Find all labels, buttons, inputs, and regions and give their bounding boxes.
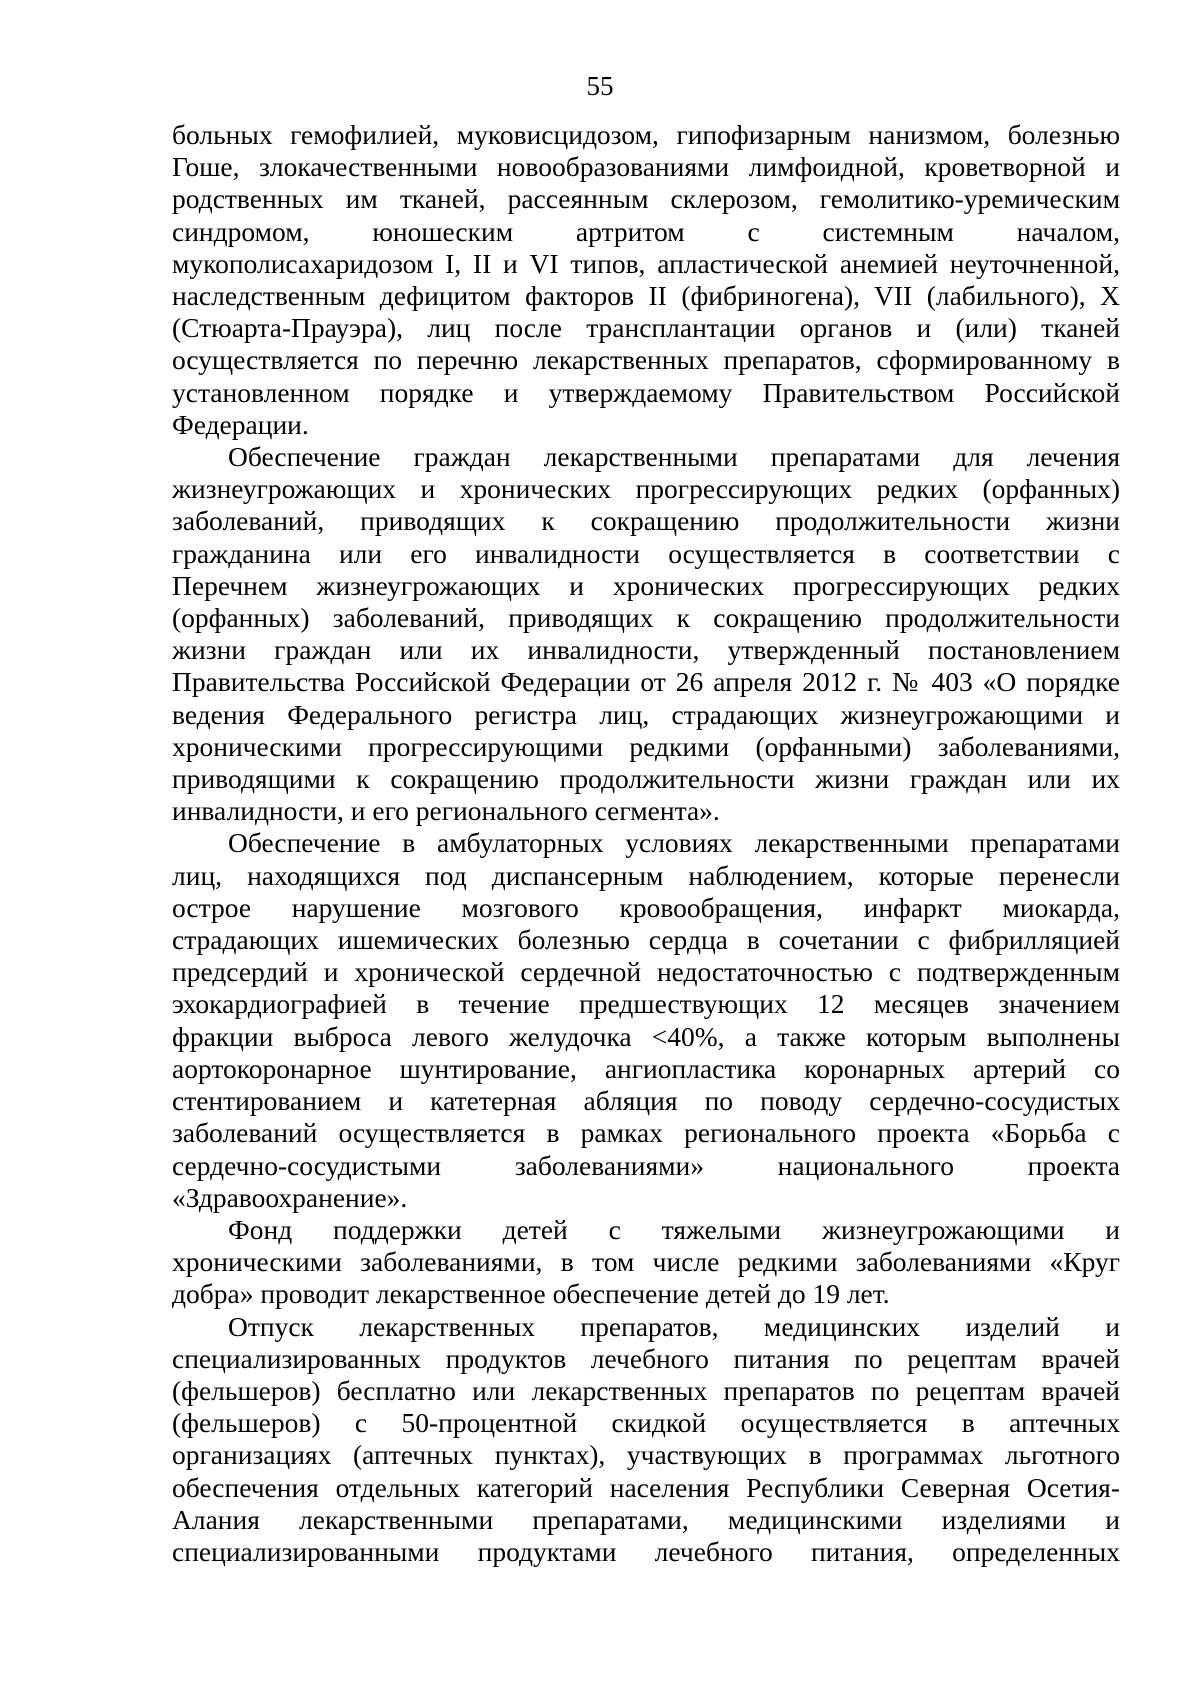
text-line: сердечно-сосудистыми заболеваниями» национального проекта: [172, 1149, 1120, 1181]
paragraph: [172, 441, 1120, 827]
text-line: больных гемофилией, муковисцидозом, гипофизарным нанизмом, болезнью: [172, 119, 1120, 150]
text-line: организациях (аптечных пунктах), участвующих в программах льготного: [172, 1439, 1120, 1471]
paragraph: [172, 1214, 1120, 1311]
text-line: (фельшеров) бесплатно или лекарственных препаратов по рецептам врачей: [172, 1374, 1120, 1406]
text-line: заболеваний осуществляется в рамках регионального проекта «Борьба с: [172, 1117, 1120, 1149]
text-line: приводящими к сокращению продолжительности жизни граждан или их: [172, 763, 1120, 795]
text-line: фракции выброса левого желудочка <40%, а также которым выполнены: [172, 1020, 1120, 1052]
text-line: наследственным дефицитом факторов II (фибриногена), VII (лабильного), X: [172, 280, 1120, 312]
text-line: специализированных продуктов лечебного питания по рецептам врачей: [172, 1342, 1120, 1374]
text-line: родственных им тканей, рассеянным склерозом, гемолитико-уремическим: [172, 183, 1120, 215]
text-line: страдающих ишемических болезнью сердца в сочетании с фибрилляцией: [172, 924, 1120, 956]
text-line: (фельшеров) с 50-процентной скидкой осуществляется в аптечных: [172, 1407, 1120, 1439]
text-line: Федерации.: [172, 408, 309, 440]
text-line: Отпуск лекарственных препаратов, медицинских изделий и: [228, 1310, 1120, 1342]
paragraph: [172, 1311, 1120, 1569]
text-line: Алания лекарственными препаратами, медицинскими изделиями и: [172, 1503, 1120, 1535]
text-line: Фонд поддержки детей с тяжелыми жизнеугрожающими и: [228, 1213, 1120, 1245]
text-line: предсердий и хронической сердечной недостаточностью с подтвержденным: [172, 956, 1120, 988]
text-line: синдромом, юношеским артритом с системным началом,: [172, 215, 1120, 247]
text-line: мукополисахаридозом I, II и VI типов, апластической анемией неуточненной,: [172, 247, 1120, 279]
text-line: осуществляется по перечню лекарственных препаратов, сформированному в: [172, 344, 1120, 376]
text-line: аортокоронарное шунтирование, ангиопластика коронарных артерий со: [172, 1052, 1120, 1084]
text-line: стентированием и катетерная абляция по поводу сердечно-сосудистых: [172, 1085, 1120, 1117]
paragraph: [172, 827, 1120, 1213]
text-line: специализированными продуктами лечебного питания, определенных: [172, 1535, 1120, 1567]
text-line: Правительства Российской Федерации от 26 апреля 2012 г. № 403 «О порядке: [172, 666, 1120, 698]
text-line: Обеспечение в амбулаторных условиях лекарственными препаратами: [228, 827, 1120, 859]
text-line: (орфанных) заболеваний, приводящих к сокращению продолжительности: [172, 602, 1120, 634]
text-line: жизни граждан или их инвалидности, утвержденный постановлением: [172, 634, 1120, 666]
text-line: заболеваний, приводящих к сокращению продолжительности жизни: [172, 505, 1120, 537]
text-line: лиц, находящихся под диспансерным наблюдением, которые перенесли: [172, 859, 1120, 891]
paragraph: [172, 119, 1120, 441]
text-line: Обеспечение граждан лекарственными препаратами для лечения: [228, 441, 1120, 473]
text-line: хроническими прогрессирующими редкими (орфанными) заболеваниями,: [172, 730, 1120, 762]
text-line: Гоше, злокачественными новообразованиями лимфоидной, кроветворной и: [172, 151, 1120, 183]
document-body: [172, 119, 1120, 1568]
text-line: ведения Федерального регистра лиц, страдающих жизнеугрожающими и: [172, 698, 1120, 730]
text-line: установленном порядке и утверждаемому Правительством Российской: [172, 376, 1120, 408]
text-line: хроническими заболеваниями, в том числе редкими заболеваниями «Круг: [172, 1246, 1120, 1278]
text-line: добра» проводит лекарственное обеспечение детей до 19 лет.: [172, 1278, 890, 1310]
text-line: инвалидности, и его регионального сегмента».: [172, 795, 720, 827]
text-line: эхокардиографией в течение предшествующих 12 месяцев значением: [172, 988, 1120, 1020]
text-line: жизнеугрожающих и хронических прогрессирующих редких (орфанных): [172, 473, 1120, 505]
text-line: обеспечения отдельных категорий населения Республики Северная Осетия-: [172, 1471, 1120, 1503]
text-line: Перечнем жизнеугрожающих и хронических прогрессирующих редких: [172, 569, 1120, 601]
text-line: «Здравоохранение».: [172, 1181, 408, 1213]
text-line: острое нарушение мозгового кровообращения, инфаркт миокарда,: [172, 891, 1120, 923]
text-line: гражданина или его инвалидности осуществляется в соответствии с: [172, 537, 1120, 569]
text-line: (Стюарта-Прауэра), лиц после трансплантации органов и (или) тканей: [172, 312, 1120, 344]
page-number: 55: [586, 71, 614, 101]
